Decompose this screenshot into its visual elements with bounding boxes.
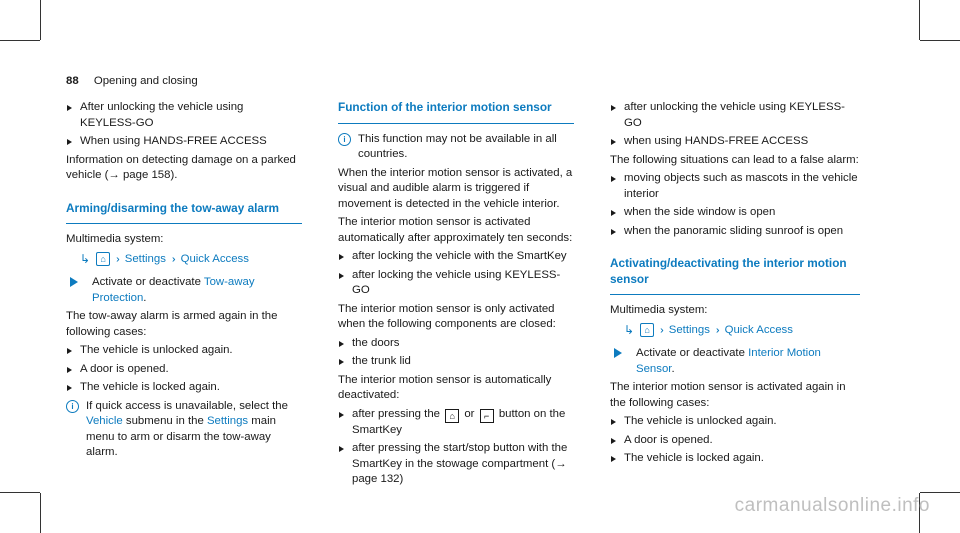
trunk-key-icon: ⌐ bbox=[480, 409, 494, 423]
double-chevron-icon: ›› bbox=[116, 253, 117, 265]
list-item: after locking the vehicle with the SmartKey bbox=[338, 249, 574, 265]
note-text: This function may not be available in all countries. bbox=[358, 132, 557, 160]
heading-rule bbox=[66, 223, 302, 224]
note-text: If quick access is unavailable, select the bbox=[86, 399, 288, 412]
menu-path bbox=[624, 323, 860, 339]
multimedia-label: Multimedia system: bbox=[610, 304, 708, 316]
list-item: The vehicle is unlocked again. bbox=[610, 414, 860, 430]
list-item: after pressing the start/stop button with the SmartKey in the stowage compartment (→ page 132) bbox=[338, 441, 574, 488]
list-item: A door is opened. bbox=[66, 362, 302, 378]
crop-mark bbox=[40, 0, 41, 40]
note-text: submenu in the bbox=[122, 415, 207, 427]
note-block bbox=[66, 399, 302, 461]
bullet-text: after pressing the bbox=[352, 407, 444, 420]
heading-rule bbox=[338, 123, 574, 124]
paragraph: The interior motion sensor is activated automatically after approximately ten seconds: bbox=[338, 216, 573, 244]
list-item: The vehicle is unlocked again. bbox=[66, 343, 302, 359]
section-heading: Function of the interior motion sensor bbox=[338, 100, 552, 114]
crop-mark bbox=[919, 0, 920, 40]
list-item: when the panoramic sliding sunroof is open bbox=[610, 224, 860, 240]
section-heading: Arming/disarming the tow-away alarm bbox=[66, 200, 280, 215]
paragraph: The following situations can lead to a false alarm: bbox=[610, 153, 859, 166]
crop-mark bbox=[920, 40, 960, 41]
info-icon: i bbox=[338, 133, 351, 146]
page-title: Opening and closing bbox=[93, 75, 198, 87]
home-icon: ⌂ bbox=[640, 323, 654, 337]
list-item: The vehicle is locked again. bbox=[610, 451, 860, 467]
double-chevron-icon: ›› bbox=[660, 324, 661, 336]
path-settings: Settings bbox=[124, 252, 166, 265]
action-arrow-icon bbox=[614, 348, 622, 358]
armed-paragraph: The tow-away alarm is armed again in the following cases: bbox=[66, 310, 278, 338]
multimedia-label: Multimedia system: bbox=[66, 233, 164, 245]
list-item: When using HANDS-FREE ACCESS bbox=[66, 134, 302, 150]
action-step bbox=[66, 275, 302, 306]
bullet-text: button on the SmartKey bbox=[352, 407, 566, 436]
path-arrow-icon: ↳ bbox=[624, 322, 635, 337]
list-item: moving objects such as mascots in the vehicle interior bbox=[610, 171, 860, 202]
double-chevron-icon: ›› bbox=[171, 253, 173, 265]
path-quick-access: Quick Access bbox=[180, 252, 249, 265]
list-item: After unlocking the vehicle using KEYLESS-GO bbox=[66, 100, 302, 131]
column-2 bbox=[338, 100, 574, 491]
list-item: The vehicle is locked again. bbox=[66, 380, 302, 396]
section-heading: Activating/deactivating the interior motion sensor bbox=[610, 256, 847, 286]
paragraph: The interior motion sensor is automatically deactivated: bbox=[338, 373, 552, 401]
list-item: the trunk lid bbox=[338, 354, 574, 370]
home-icon: ⌂ bbox=[96, 252, 110, 266]
watermark: carmanualsonline.info bbox=[734, 494, 930, 516]
note-block bbox=[338, 132, 574, 163]
paragraph: When the interior motion sensor is activated, a visual and audible alarm is triggered if movement is detected in the vehicle interior. bbox=[338, 166, 573, 210]
paragraph: The interior motion sensor is only activated when the following components are closed: bbox=[338, 302, 556, 330]
path-settings: Settings bbox=[668, 323, 710, 336]
list-item: after locking the vehicle using KEYLESS-GO bbox=[338, 268, 574, 299]
page-header bbox=[66, 74, 198, 90]
unlock-key-icon: ⌂ bbox=[445, 409, 459, 423]
list-item: after unlocking the vehicle using KEYLESS-GO bbox=[610, 100, 860, 131]
note-text: main menu to arm or disarm the tow-away alarm. bbox=[86, 415, 276, 458]
action-arrow-icon bbox=[70, 277, 78, 287]
vehicle-link: Vehicle bbox=[86, 415, 123, 427]
menu-path bbox=[80, 252, 302, 268]
list-item: the doors bbox=[338, 336, 574, 352]
action-suffix: . bbox=[143, 291, 147, 304]
tow-away-protection-link: Tow-away Protection bbox=[92, 276, 255, 304]
crop-mark bbox=[40, 493, 41, 533]
interior-motion-sensor-link: Interior Motion Sensor bbox=[636, 347, 821, 375]
info-paragraph: Information on detecting damage on a parked vehicle (→ page 158). bbox=[66, 153, 296, 181]
path-arrow-icon: ↳ bbox=[80, 251, 91, 266]
crop-mark bbox=[0, 492, 40, 493]
list-item: A door is opened. bbox=[610, 433, 860, 449]
crop-mark bbox=[0, 40, 40, 41]
armed-paragraph: The interior motion sensor is activated again in the following cases: bbox=[610, 381, 846, 409]
path-quick-access: Quick Access bbox=[724, 323, 793, 336]
crop-mark bbox=[920, 492, 960, 493]
page-number: 88 bbox=[66, 75, 79, 87]
bullet-text: or bbox=[461, 407, 478, 420]
action-text: Activate or deactivate bbox=[92, 276, 204, 288]
heading-rule bbox=[610, 294, 860, 295]
list-item: when the side window is open bbox=[610, 205, 860, 221]
column-1 bbox=[66, 100, 302, 464]
double-chevron-icon: ›› bbox=[715, 324, 717, 336]
column-3 bbox=[610, 100, 860, 470]
list-item: when using HANDS-FREE ACCESS bbox=[610, 134, 860, 150]
action-suffix: . bbox=[671, 362, 675, 375]
action-step bbox=[610, 346, 860, 377]
settings-link: Settings bbox=[206, 415, 249, 427]
list-item bbox=[338, 407, 574, 439]
info-icon: i bbox=[66, 400, 79, 413]
action-text: Activate or deactivate bbox=[636, 347, 749, 359]
